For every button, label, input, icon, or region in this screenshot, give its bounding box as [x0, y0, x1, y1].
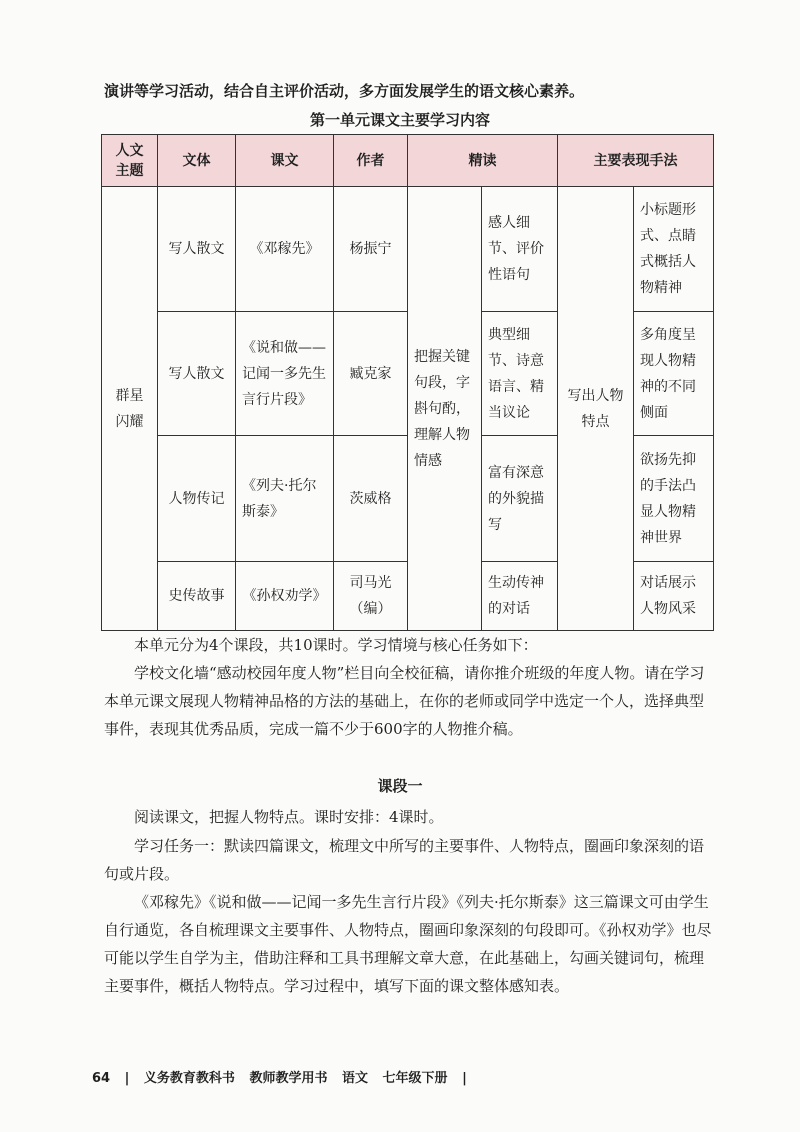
book-series: 义务教育教科书 [143, 1071, 235, 1086]
genre-cell: 史传故事 [158, 562, 236, 631]
section-title: 课段一 [377, 777, 423, 795]
schedule-paragraph: 本单元分为4个课段，共10课时。学习情境与核心任务如下： [134, 636, 538, 654]
page-number: 64 [92, 1071, 111, 1086]
core-task-paragraph: 学校文化墙“感动校园年度人物”栏目向全校征稿，请你推介班级的年度人物。请在学习本单元课文展现人物精神品格的方法的基础上，在你的老师或同学中选定一个人，选择典型事件，表现其优秀品质，完成一篇不少于600字的人物推介稿。 [104, 664, 705, 738]
footer-divider: | [462, 1071, 467, 1086]
author-cell: 杨振宁 [334, 187, 408, 312]
text-cell: 《列夫·托尔斯泰》 [236, 436, 334, 562]
author-cell: 司马光 （编） [334, 562, 408, 631]
theme-cell: 群星 闪耀 [102, 187, 158, 631]
reading-cell: 生动传神的对话 [482, 562, 558, 631]
section-intro-paragraph: 阅读课文，把握人物特点。课时安排：4课时。 [134, 808, 444, 826]
genre-cell: 人物传记 [158, 436, 236, 562]
header-text: 课文 [236, 135, 334, 187]
text-cell: 《孙权劝学》 [236, 562, 334, 631]
header-technique: 主要表现手法 [558, 135, 714, 187]
text-cell: 《说和做——记闻一多先生言行片段》 [236, 312, 334, 436]
genre-cell: 写人散文 [158, 312, 236, 436]
author-cell: 臧克家 [334, 312, 408, 436]
genre-cell: 写人散文 [158, 187, 236, 312]
grade: 七年级下册 [382, 1071, 448, 1086]
book-type: 教师教学用书 [249, 1071, 328, 1086]
subject: 语文 [342, 1071, 369, 1086]
intro-text: 演讲等学习活动，结合自主评价活动，多方面发展学生的语文核心素养。 [104, 82, 585, 100]
header-author: 作者 [334, 135, 408, 187]
reading-cell: 典型细节、诗意语言、精当议论 [482, 312, 558, 436]
table-title: 第一单元课文主要学习内容 [309, 111, 490, 129]
task-one-paragraph: 学习任务一：默读四篇课文，梳理文中所写的主要事件、人物特点，圈画印象深刻的语句或片段。 [104, 837, 705, 883]
shared-technique-cell: 写出人物特点 [558, 187, 634, 631]
detail-paragraph: 《邓稼先》《说和做——记闻一多先生言行片段》《列夫·托尔斯泰》这三篇课文可由学生自行通览，各自梳理课文主要事件、人物特点，圈画印象深刻的句段即可。《孙权劝学》也尽可能以学生自学为主，借助注释和工具书理解文章大意，在此基础上，勾画关键词句，梳理主要事件，概括人物特点。学习过程中，填写下面的课文整体感知表。 [104, 893, 712, 995]
shared-reading-cell: 把握关键句段，字斟句酌，理解人物情感 [408, 187, 482, 631]
technique-cell: 欲扬先抑的手法凸显人物精神世界 [634, 436, 714, 562]
reading-cell: 感人细节、评价性语句 [482, 187, 558, 312]
page-footer [92, 1069, 692, 1089]
header-theme: 人文 主题 [102, 135, 158, 187]
reading-cell: 富有深意的外貌描写 [482, 436, 558, 562]
footer-divider: | [124, 1071, 130, 1086]
technique-cell: 多角度呈现人物精神的不同侧面 [634, 312, 714, 436]
text-cell: 《邓稼先》 [236, 187, 334, 312]
technique-cell: 小标题形式、点睛式概括人物精神 [634, 187, 714, 312]
header-intensive-reading: 精读 [408, 135, 558, 187]
author-cell: 茨威格 [334, 436, 408, 562]
table-header-row [102, 135, 714, 187]
header-genre: 文体 [158, 135, 236, 187]
lesson-content-table [101, 134, 714, 631]
table-row [102, 187, 714, 312]
technique-cell: 对话展示人物风采 [634, 562, 714, 631]
